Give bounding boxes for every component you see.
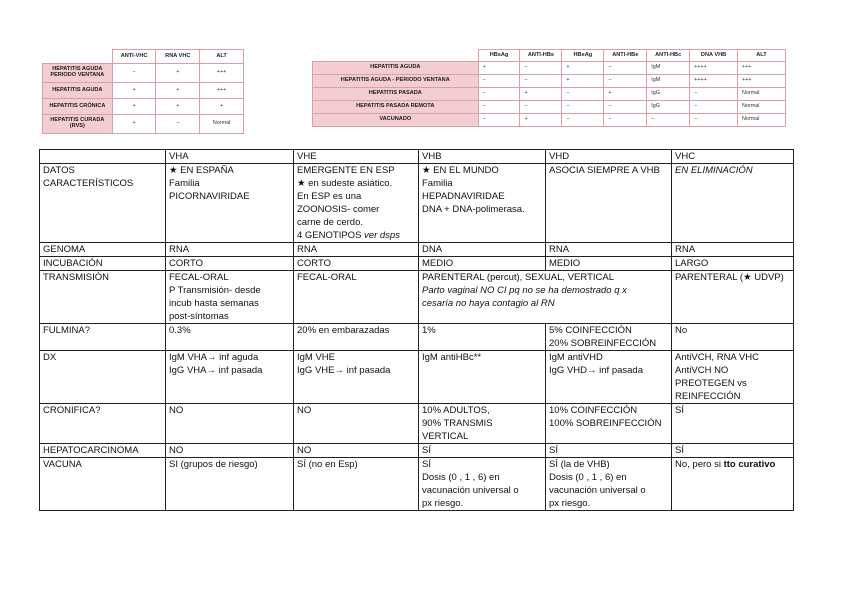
table-cell: −	[520, 62, 562, 75]
row-vacuna	[40, 458, 794, 511]
table-row	[313, 62, 786, 75]
cell-vha: 0.3%	[166, 324, 294, 351]
table-cell: −	[562, 88, 604, 101]
cell-vha: IgM VHA→ inf aguda IgG VHA→ inf pasada	[166, 351, 294, 404]
cell-vhc: No	[672, 324, 794, 351]
column-header: ANTI-HBc	[647, 50, 690, 62]
column-header: ANTI-VHC	[112, 50, 156, 64]
column-header: ANTI-HBe	[604, 50, 647, 62]
row-label: TRANSMISIÓN	[40, 271, 166, 324]
table-cell: −	[112, 64, 156, 83]
cell-vhc: LARGO	[672, 257, 794, 271]
hbv-table-header	[313, 50, 786, 62]
row-label: DATOS CARACTERÍSTICOS	[40, 164, 166, 243]
table-cell: −	[478, 114, 520, 127]
cell-vhe: CORTO	[294, 257, 419, 271]
column-header: HBeAg	[562, 50, 604, 62]
table-cell: −	[604, 114, 647, 127]
cell-vhd: IgM antiVHD IgG VHD→ inf pasada	[546, 351, 672, 404]
row-label: HEPATITIS AGUDA PERIODO VENTANA	[43, 64, 113, 83]
column-header: ALT	[738, 50, 786, 62]
cell-vhc: No, pero si tto curativo	[672, 458, 794, 511]
cell-vhb: ★ EN EL MUNDO Familia HEPADNAVIRIDAE DNA + DNA-polimerasa.	[419, 164, 546, 243]
hcv-table-header	[43, 50, 244, 64]
cell-vha: NO	[166, 404, 294, 444]
cell-vhb: MEDIO	[419, 257, 546, 271]
table-cell: −	[604, 101, 647, 114]
table-cell: Normal	[200, 115, 244, 134]
table-row	[43, 83, 244, 99]
cell-vhd: ASOCIA SIEMPRE A VHB	[546, 164, 672, 243]
table-cell: Normal	[738, 101, 786, 114]
row-label: HEPATITIS CRÓNICA	[43, 99, 113, 115]
table-cell: −	[604, 75, 647, 88]
table-cell: +	[520, 88, 562, 101]
table-row	[43, 115, 244, 134]
cell-vhb-vhd: PARENTERAL (percut), SEXUAL, VERTICAL Parto vaginal NO CI pq no se ha demostrado q x cesaría no haya contagio al RN	[419, 271, 672, 324]
table-cell: +	[562, 62, 604, 75]
table-cell: −	[478, 88, 520, 101]
row-label: HEPATITIS CURADA (RVS)	[43, 115, 113, 134]
cell-vhc: SÍ	[672, 404, 794, 444]
table-cell: +++	[738, 62, 786, 75]
table-row	[313, 101, 786, 114]
cell-vhb: IgM antiHBc**	[419, 351, 546, 404]
column-header-vhe: VHE	[294, 150, 419, 164]
table-cell: −	[478, 101, 520, 114]
table-cell: +	[112, 115, 156, 134]
table-cell: −	[156, 115, 200, 134]
hcv-serology-table	[42, 49, 244, 134]
table-cell: +	[112, 83, 156, 99]
table-cell: +	[478, 62, 520, 75]
row-genoma	[40, 243, 794, 257]
table-cell: IgG	[647, 88, 690, 101]
column-header-vhd: VHD	[546, 150, 672, 164]
table-cell: −	[478, 75, 520, 88]
cell-vhb: 10% ADULTOS, 90% TRANSMIS VERTICAL	[419, 404, 546, 444]
table-cell: +++	[200, 83, 244, 99]
cell-vhc: RNA	[672, 243, 794, 257]
column-header: ALT	[200, 50, 244, 64]
table-cell: +	[520, 114, 562, 127]
row-hepatocarcinoma	[40, 444, 794, 458]
row-label: HEPATITIS PASADA REMOTA	[313, 101, 479, 114]
cell-vhd: SÍ	[546, 444, 672, 458]
table-cell: IgM	[647, 75, 690, 88]
cell-vha: CORTO	[166, 257, 294, 271]
cell-vhd: RNA	[546, 243, 672, 257]
header-row	[40, 150, 794, 164]
hbv-serology-table	[312, 49, 786, 127]
cell-vhb: DNA	[419, 243, 546, 257]
cell-vhb: SÍ Dosis (0 , 1 , 6) en vacunación universal o px riesgo.	[419, 458, 546, 511]
table-cell: −	[690, 114, 738, 127]
cell-vhe: EMERGENTE EN ESP ★ en sudeste asiático. En ESP es una ZOONOSIS- comer carne de cerdo. 4 GENOTIPOS ver dsps	[294, 164, 419, 243]
row-datos-caracteristicos	[40, 164, 794, 243]
cell-vha: ★ EN ESPAÑA Familia PICORNAVIRIDAE	[166, 164, 294, 243]
row-label: FULMINA?	[40, 324, 166, 351]
row-label: GENOMA	[40, 243, 166, 257]
table-row	[43, 64, 244, 83]
table-cell: +	[604, 88, 647, 101]
cell-vhc: PARENTERAL (★ UDVP)	[672, 271, 794, 324]
column-header-vhc: VHC	[672, 150, 794, 164]
table-cell: IgM	[647, 62, 690, 75]
table-cell: ++++	[690, 75, 738, 88]
row-dx	[40, 351, 794, 404]
cell-vhe: IgM VHE IgG VHE→ inf pasada	[294, 351, 419, 404]
table-cell: Normal	[738, 114, 786, 127]
table-cell: ++++	[690, 62, 738, 75]
row-label: HEPATITIS PASADA	[313, 88, 479, 101]
cell-vha: NO	[166, 444, 294, 458]
cell-vhd: SÍ (la de VHB) Dosis (0 , 1 , 6) en vacunación universal o px riesgo.	[546, 458, 672, 511]
cell-vhd: 10% COINFECCIÓN 100% SOBREINFECCIÓN	[546, 404, 672, 444]
cell-vhd: 5% COINFECCIÓN 20% SOBREINFECCIÓN	[546, 324, 672, 351]
row-incubacion	[40, 257, 794, 271]
cell-vhe: NO	[294, 404, 419, 444]
cell-vhb: SÍ	[419, 444, 546, 458]
table-row	[313, 75, 786, 88]
cell-vhe: NO	[294, 444, 419, 458]
table-cell: +	[562, 75, 604, 88]
row-transmision	[40, 271, 794, 324]
row-label: VACUNADO	[313, 114, 479, 127]
cell-vha: RNA	[166, 243, 294, 257]
hepatitis-comparison-table	[39, 149, 794, 511]
table-cell: −	[520, 75, 562, 88]
cell-vhc: SÍ	[672, 444, 794, 458]
table-cell: −	[562, 114, 604, 127]
column-header-vhb: VHB	[419, 150, 546, 164]
column-header: HBsAg	[478, 50, 520, 62]
cell-vhe: 20% en embarazadas	[294, 324, 419, 351]
column-header: DNA VHB	[690, 50, 738, 62]
cell-vhc: EN ELIMINACIÓN	[672, 164, 794, 243]
row-label: HEPATITIS AGUDA - PERIODO VENTANA	[313, 75, 479, 88]
table-row	[313, 88, 786, 101]
table-cell: +	[156, 64, 200, 83]
cell-vhc: AntiVCH, RNA VHC AntiVCH NO PREOTEGEN vs REINFECCIÓN	[672, 351, 794, 404]
table-cell: +	[156, 99, 200, 115]
table-cell: Normal	[738, 88, 786, 101]
table-cell: IgG	[647, 101, 690, 114]
table-cell: −	[520, 101, 562, 114]
cell-vhb: 1%	[419, 324, 546, 351]
table-cell: +++	[200, 64, 244, 83]
cell-vha: SI (grupos de riesgo)	[166, 458, 294, 511]
cell-vhe: SÍ (no en Esp)	[294, 458, 419, 511]
row-label: DX	[40, 351, 166, 404]
table-cell: −	[690, 88, 738, 101]
row-label: VACUNA	[40, 458, 166, 511]
row-label: CRONIFICA?	[40, 404, 166, 444]
column-header-vha: VHA	[166, 150, 294, 164]
table-cell: +	[112, 99, 156, 115]
table-row	[43, 99, 244, 115]
row-fulmina	[40, 324, 794, 351]
column-header: RNA VHC	[156, 50, 200, 64]
table-cell: −	[604, 62, 647, 75]
table-cell: −	[647, 114, 690, 127]
cell-vha: FECAL-ORAL P Transmisión- desde incub hasta semanas post-síntomas	[166, 271, 294, 324]
cell-vhe: RNA	[294, 243, 419, 257]
row-label: HEPATITIS AGUDA	[43, 83, 113, 99]
column-header: ANTI-HBs	[520, 50, 562, 62]
row-label: INCUBACIÓN	[40, 257, 166, 271]
table-cell: +	[156, 83, 200, 99]
table-cell: −	[562, 101, 604, 114]
table-row	[313, 114, 786, 127]
corner-cell	[40, 150, 166, 164]
cell-vhd: MEDIO	[546, 257, 672, 271]
table-cell: +	[200, 99, 244, 115]
row-cronifica	[40, 404, 794, 444]
table-cell: −	[690, 101, 738, 114]
table-cell: +++	[738, 75, 786, 88]
row-label: HEPATOCARCINOMA	[40, 444, 166, 458]
row-label: HEPATITIS AGUDA	[313, 62, 479, 75]
cell-vhe: FECAL-ORAL	[294, 271, 419, 324]
